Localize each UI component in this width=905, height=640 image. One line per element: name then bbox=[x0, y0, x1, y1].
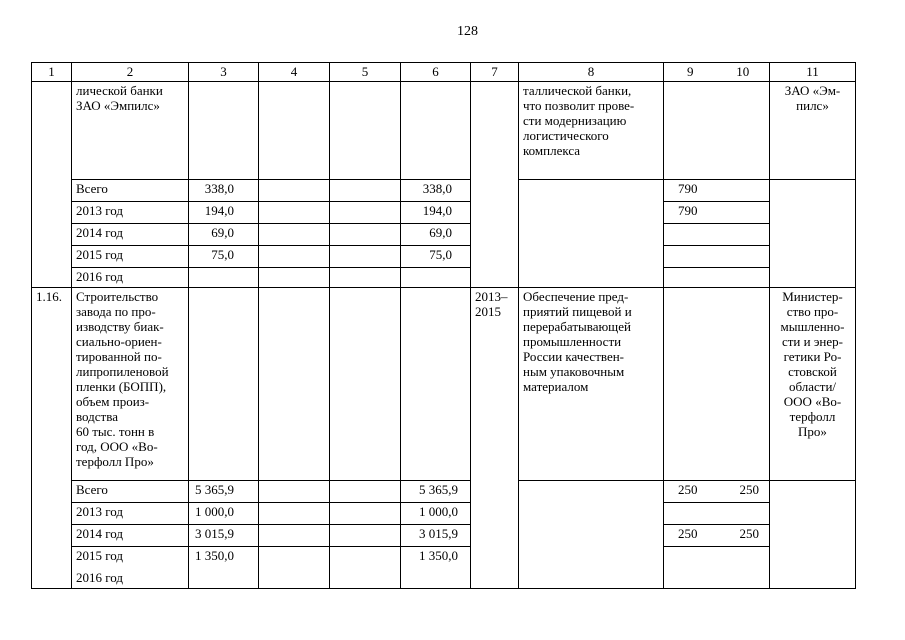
column-number: 1 bbox=[32, 63, 72, 82]
jobs-value: 250 bbox=[664, 481, 717, 503]
table-row bbox=[32, 224, 856, 246]
jobs-value: 790 bbox=[664, 202, 717, 224]
table-row bbox=[32, 246, 856, 268]
amount-total: 1 350,0 bbox=[189, 547, 259, 569]
table-row bbox=[32, 82, 856, 180]
row-label: 2013 год bbox=[72, 503, 189, 525]
item-name-cell: Строительство завода по про- изводству биак- сиально-ориен- тированной по- липропиленовой пленки (БОПП), объем произ- водства 60 тыс. тонн в год, ООО «Во- терфолл Про» bbox=[72, 288, 189, 481]
amount-budget: 338,0 bbox=[401, 180, 471, 202]
goal-cell-empty bbox=[519, 481, 664, 589]
row-label: 2014 год bbox=[72, 525, 189, 547]
column-number: 9 bbox=[664, 63, 717, 82]
amount-total: 3 015,9 bbox=[189, 525, 259, 547]
amount-total: 194,0 bbox=[189, 202, 259, 224]
amount-budget: 5 365,9 bbox=[401, 481, 471, 503]
row-label: 2015 год bbox=[72, 547, 189, 569]
page-number: 128 bbox=[457, 24, 478, 39]
row-label: 2016 год bbox=[72, 268, 189, 288]
table-row bbox=[32, 525, 856, 547]
goal-cell: Обеспечение пред- приятий пищевой и перерабатывающей промышленности России качествен- ным упаковочным материалом bbox=[519, 288, 664, 481]
table-row bbox=[32, 180, 856, 202]
amount-total: 5 365,9 bbox=[189, 481, 259, 503]
amount-budget: 75,0 bbox=[401, 246, 471, 268]
jobs-value: 250 bbox=[664, 525, 717, 547]
table-row bbox=[32, 547, 856, 569]
column-number: 6 bbox=[401, 63, 471, 82]
item-number-cell: 1.16. bbox=[32, 288, 72, 589]
column-number: 10 bbox=[717, 63, 770, 82]
program-table bbox=[31, 62, 856, 589]
column-number: 5 bbox=[330, 63, 401, 82]
goal-cell: таллической банки, что позволит прове- сти модернизацию логистического комплекса bbox=[519, 82, 664, 180]
row-label: 2016 год bbox=[72, 569, 189, 589]
row-label: 2013 год bbox=[72, 202, 189, 224]
row-label: Всего bbox=[72, 481, 189, 503]
column-number: 4 bbox=[259, 63, 330, 82]
jobs-value-2: 250 bbox=[717, 525, 770, 547]
column-number: 7 bbox=[471, 63, 519, 82]
header-row bbox=[32, 63, 856, 82]
table-row bbox=[32, 569, 856, 589]
column-number: 2 bbox=[72, 63, 189, 82]
column-number: 11 bbox=[770, 63, 856, 82]
executor-cell: ЗАО «Эм- пилс» bbox=[770, 82, 856, 180]
period-cell bbox=[471, 82, 519, 288]
row-label: 2015 год bbox=[72, 246, 189, 268]
amount-total: 69,0 bbox=[189, 224, 259, 246]
table-row bbox=[32, 288, 856, 481]
row-label: Всего bbox=[72, 180, 189, 202]
amount-total: 1 000,0 bbox=[189, 503, 259, 525]
table-row bbox=[32, 268, 856, 288]
amount-budget: 3 015,9 bbox=[401, 525, 471, 547]
table-row bbox=[32, 202, 856, 224]
table-row bbox=[32, 503, 856, 525]
amount-budget: 1 350,0 bbox=[401, 547, 471, 569]
amount-budget: 69,0 bbox=[401, 224, 471, 246]
jobs-value-2: 250 bbox=[717, 481, 770, 503]
amount-total: 338,0 bbox=[189, 180, 259, 202]
amount-total: 75,0 bbox=[189, 246, 259, 268]
column-number: 8 bbox=[519, 63, 664, 82]
goal-cell-empty bbox=[519, 180, 664, 288]
item-number-cell bbox=[32, 82, 72, 288]
jobs-value: 790 bbox=[664, 180, 717, 202]
amount-budget: 194,0 bbox=[401, 202, 471, 224]
amount-budget: 1 000,0 bbox=[401, 503, 471, 525]
table-row bbox=[32, 481, 856, 503]
row-label: 2014 год bbox=[72, 224, 189, 246]
item-name-cell: лической банки ЗАО «Эмпилс» bbox=[72, 82, 189, 180]
period-cell: 2013– 2015 bbox=[471, 288, 519, 589]
executor-cell: Министер- ство про- мышленно- сти и энер- гетики Ро- стовской области/ ООО «Во- терфолл Про» bbox=[770, 288, 856, 481]
column-number: 3 bbox=[189, 63, 259, 82]
